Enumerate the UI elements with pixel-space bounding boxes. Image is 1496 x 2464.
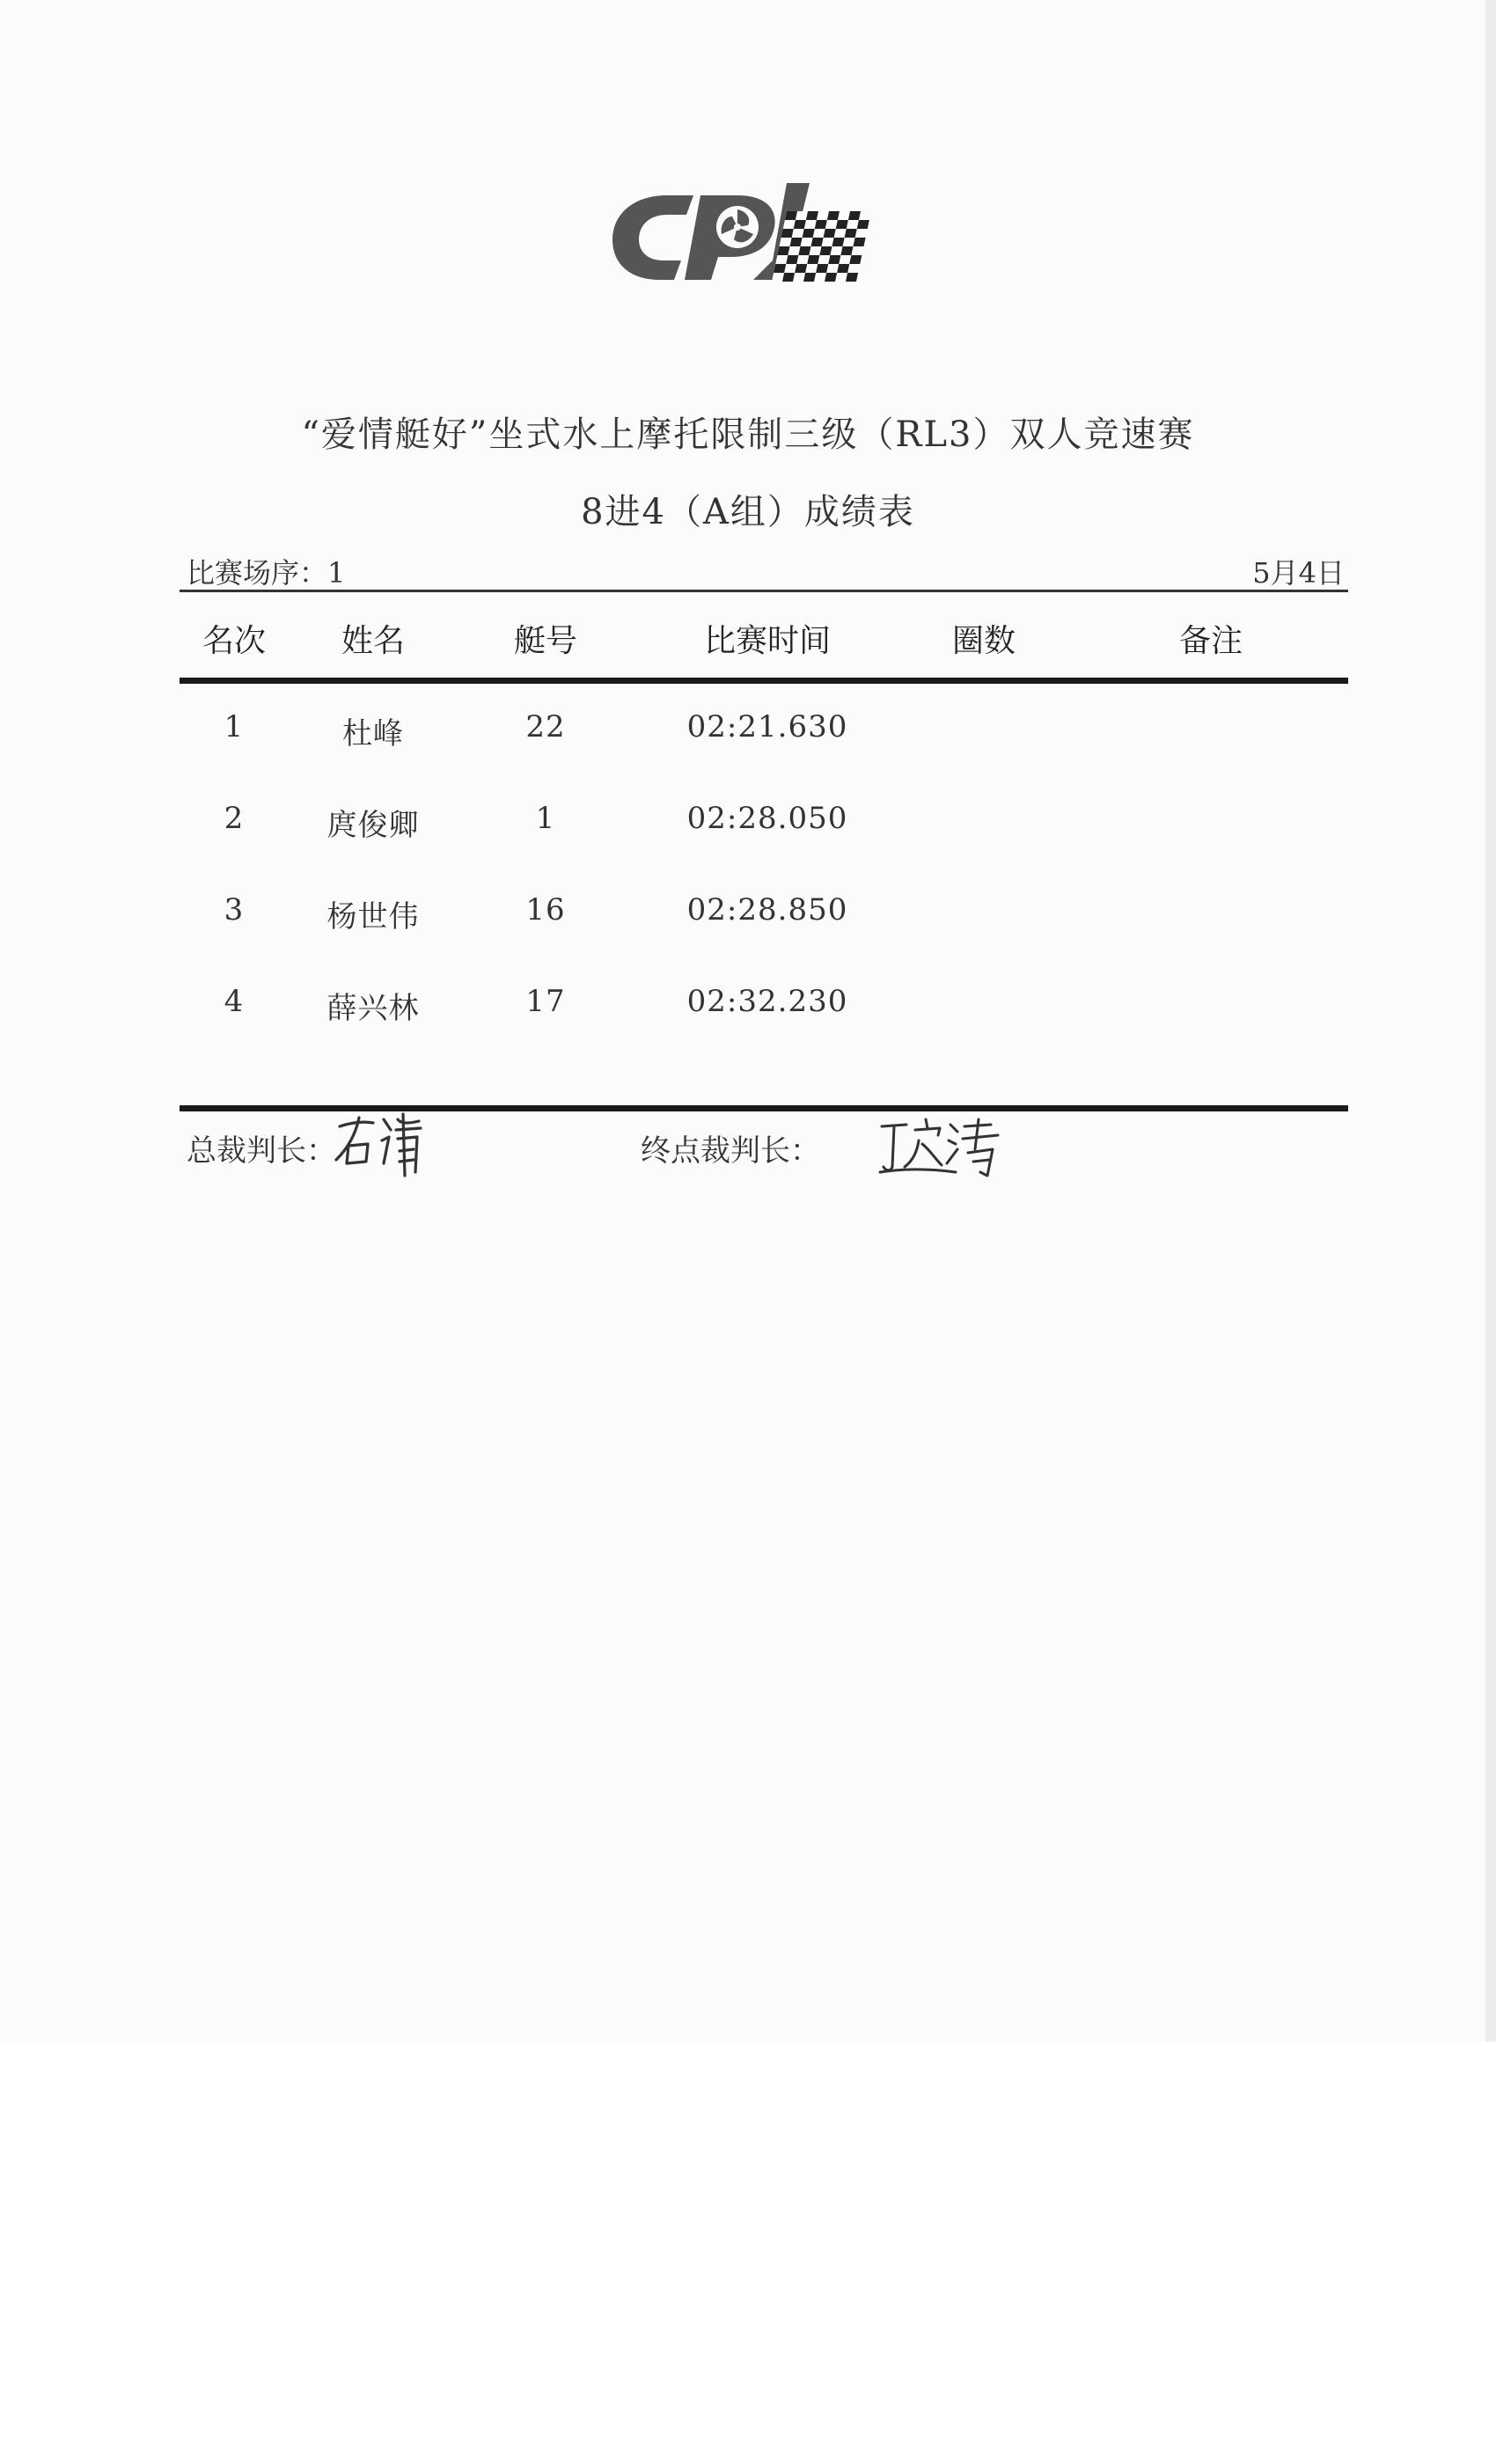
- cell-time: 02:28.050: [686, 801, 848, 836]
- cell-name: 薛兴林: [326, 991, 420, 1026]
- table-row: [0, 709, 1496, 762]
- round-title: 8进4（A组）成绩表: [581, 492, 915, 532]
- header-time: 比赛时间: [703, 623, 832, 659]
- cell-rank: 1: [224, 709, 245, 744]
- cell-boat: 1: [535, 801, 556, 836]
- cell-boat: 22: [525, 709, 566, 744]
- header-laps: 圈数: [951, 623, 1016, 659]
- header-boat: 艇号: [513, 623, 578, 659]
- table-row: [0, 984, 1496, 1037]
- cell-name: 杨世伟: [326, 899, 420, 935]
- race-order: 比赛场序：1: [187, 556, 346, 590]
- finish-referee-signature: [876, 1114, 1008, 1184]
- table-row: [0, 892, 1496, 945]
- cell-rank: 4: [224, 984, 245, 1019]
- cell-time: 02:21.630: [686, 709, 848, 744]
- cpl-logo: [605, 176, 869, 299]
- cell-rank: 2: [224, 801, 245, 836]
- cell-boat: 16: [525, 892, 566, 928]
- chief-referee-label: 总裁判长：: [187, 1133, 336, 1169]
- header-top-rule: [180, 590, 1348, 592]
- chief-referee-signature: [333, 1111, 429, 1181]
- header-bottom-rule: [180, 678, 1348, 684]
- header-note: 备注: [1178, 623, 1243, 659]
- cell-rank: 3: [224, 892, 245, 928]
- cell-time: 02:32.230: [686, 984, 848, 1019]
- header-name: 姓名: [341, 623, 406, 659]
- header-rank: 名次: [202, 623, 267, 659]
- cell-boat: 17: [525, 984, 566, 1019]
- table-row: [0, 801, 1496, 854]
- cell-name: 庹俊卿: [326, 808, 420, 843]
- event-title: “爱情艇好”坐式水上摩托限制三级（RL3）双人竞速赛: [301, 414, 1195, 455]
- finish-referee-label: 终点裁判长：: [641, 1133, 820, 1169]
- race-date: 5月4日: [1252, 556, 1345, 590]
- cell-time: 02:28.850: [686, 892, 848, 928]
- cell-name: 杜峰: [342, 716, 404, 752]
